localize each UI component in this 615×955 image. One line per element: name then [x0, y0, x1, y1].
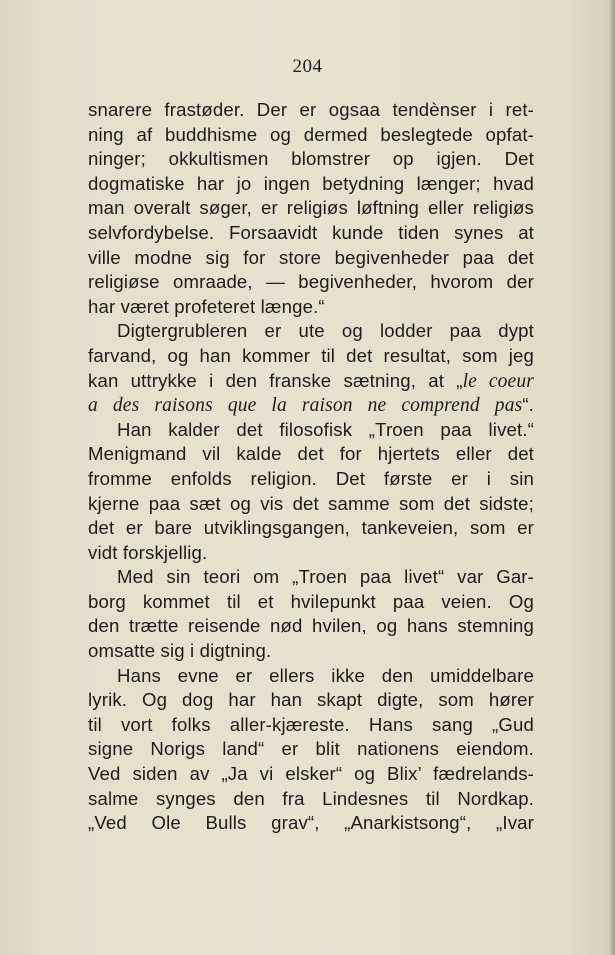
- text-line: Digtergrubleren er ute og lodder paa dypt: [117, 320, 534, 342]
- text-line: „Ved Ole Bulls grav“, „Anarkistsong“, „Ivar: [88, 812, 534, 834]
- italic-quote: a des raisons que la raison ne comprend pas: [88, 395, 523, 417]
- text-line: har været profeteret længe.“: [88, 295, 325, 317]
- text-line: farvand, og han kommer til det resultat, som jeg: [88, 344, 534, 366]
- text-line: religiøse omraade, — begivenheder, hvorom der: [88, 271, 534, 293]
- text-line: [88, 369, 534, 394]
- text-line: snarere frastøder. Der er ogsaa tendènser i ret-: [88, 99, 534, 120]
- text-line: den trætte reisende nød hvilen, og hans stemning: [88, 615, 534, 637]
- text-line: ninger; okkultismen blomstrer op igjen. Det: [88, 148, 534, 170]
- body-text: [88, 98, 534, 836]
- text-line: Med sin teori om „Troen paa livet“ var Gar-: [117, 566, 534, 588]
- text-run: kan uttrykke i den franske sætning, at „: [88, 369, 463, 391]
- text-line: Han kalder det filosofisk „Troen paa livet.“: [117, 418, 534, 440]
- text-run: “.: [522, 394, 534, 416]
- italic-quote: le coeur: [462, 370, 534, 392]
- text-line: ning af buddhisme og dermed beslegtede opfat-: [88, 123, 534, 145]
- text-line: ville modne sig for store begivenheder paa det: [88, 246, 534, 268]
- text-line: kjerne paa sæt og vis det samme som det sidste;: [88, 492, 534, 514]
- text-line: det er bare utviklingsgangen, tankeveien, som er: [88, 517, 534, 539]
- text-line: til vort folks aller-kjæreste. Hans sang „Gud: [88, 713, 534, 735]
- text-line: omsatte sig i digtning.: [88, 640, 272, 662]
- text-line: selvfordybelse. Forsaavidt kunde tiden synes at: [88, 221, 534, 243]
- text-line: Hans evne er ellers ikke den umiddelbare: [117, 664, 534, 686]
- text-line: fromme enfolds religion. Det første er i sin: [88, 467, 534, 489]
- text-line: lyrik. Og dog har han skapt digte, som hører: [88, 689, 534, 711]
- text-line: dogmatiske har jo ingen betydning længer; hvad: [88, 172, 534, 194]
- text-line: signe Norigs land“ er blit nationens eiendom.: [88, 738, 534, 760]
- text-line: salme synges den fra Lindesnes til Nordkap.: [88, 787, 534, 809]
- text-line: vidt forskjellig.: [88, 541, 208, 563]
- page-edge-shadow: [609, 0, 615, 955]
- text-line: [88, 393, 534, 418]
- text-line: Ved siden av „Ja vi elsker“ og Blix’ fædrelands-: [88, 763, 534, 785]
- text-line: man overalt søger, er religiøs løftning eller religiøs: [88, 197, 534, 219]
- text-line: borg kommet til et hvilepunkt paa veien. Og: [88, 590, 534, 612]
- page-number: 204: [292, 56, 323, 77]
- text-line: Menigmand vil kalde det for hjertets eller det: [88, 443, 534, 465]
